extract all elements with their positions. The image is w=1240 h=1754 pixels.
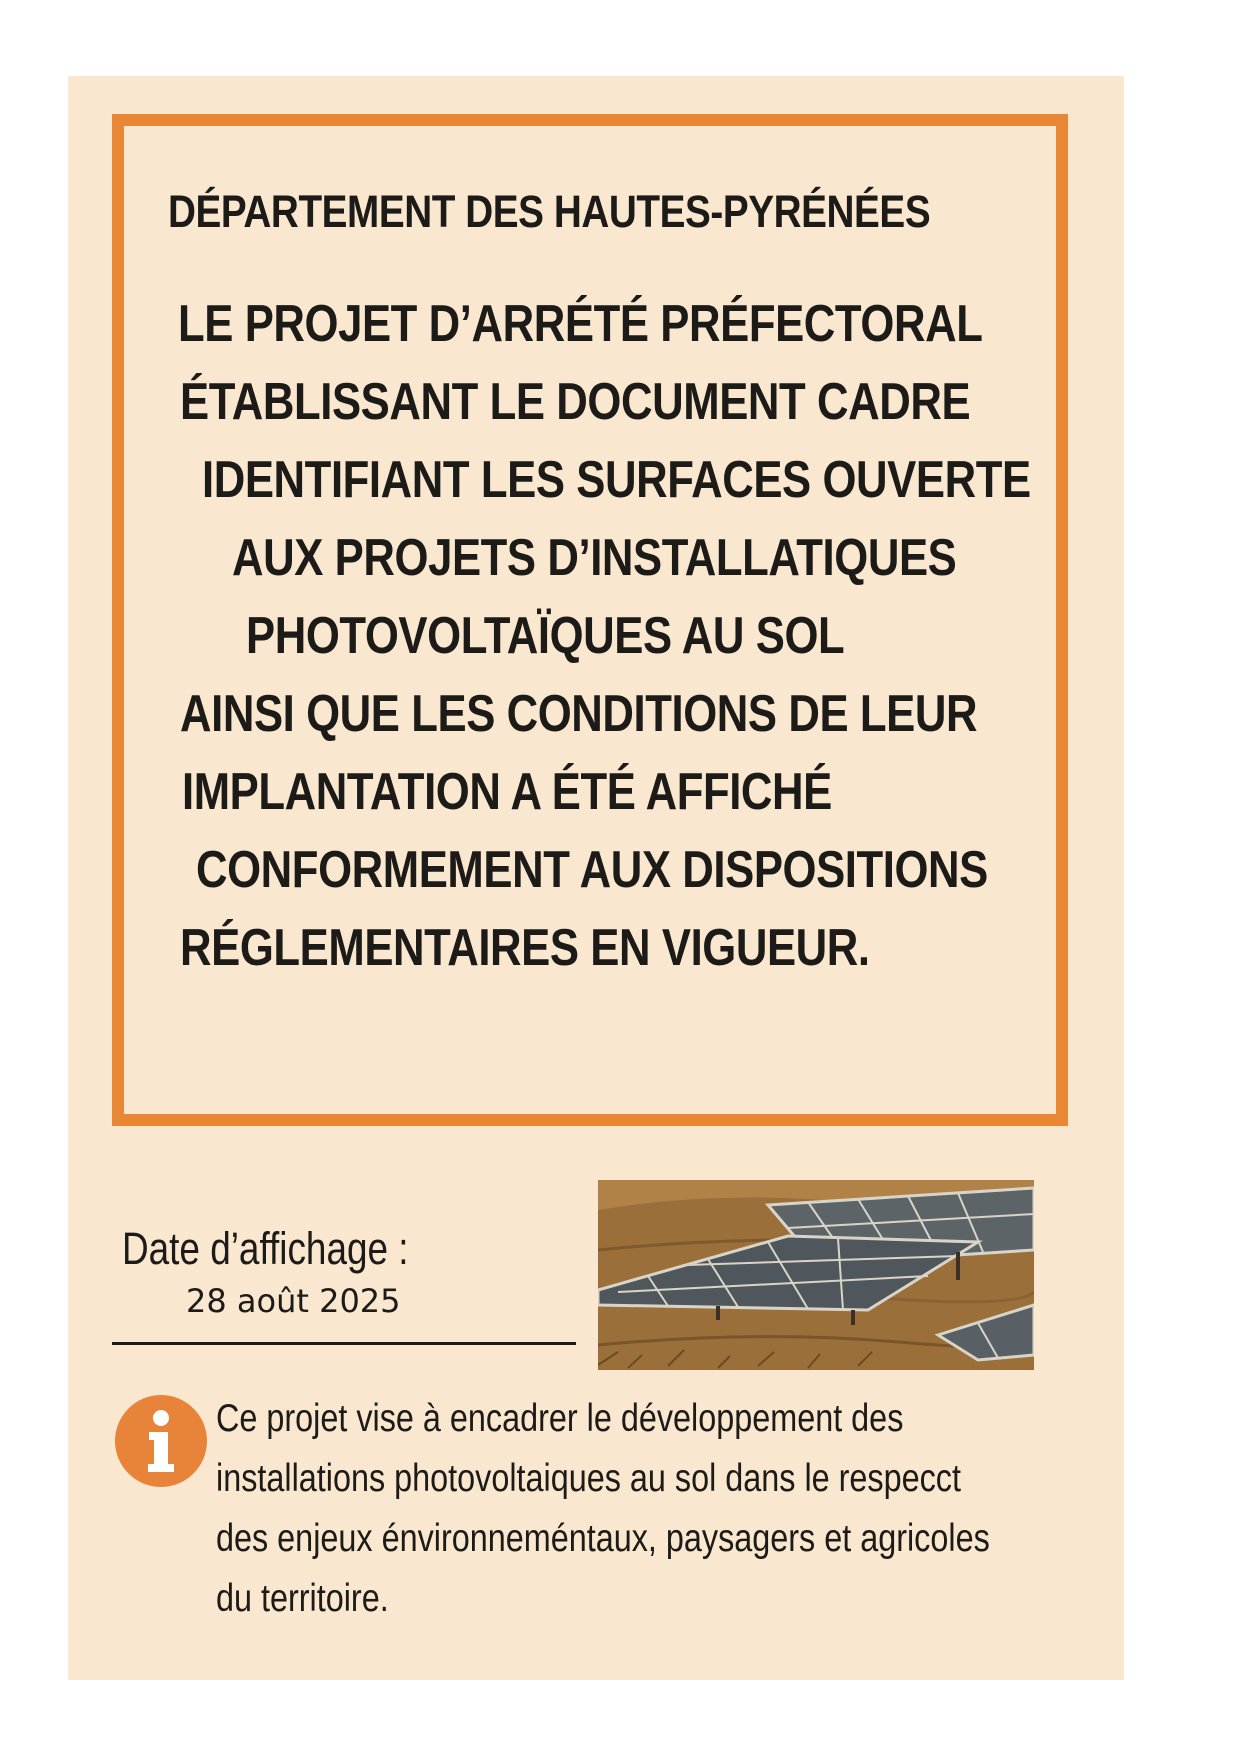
notice-line: ÉTABLISSANT LE DOCUMENT CADRE xyxy=(180,373,971,431)
info-line: du territoire. xyxy=(216,1577,389,1620)
notice-line: LE PROJET D’ARRÉTÉ PRÉFECTORAL xyxy=(178,295,983,353)
info-line: des enjeux énvironneméntaux, paysagers et agricoles xyxy=(216,1517,990,1560)
notice-line: PHOTOVOLTAÏQUES AU SOL xyxy=(246,607,845,665)
notice-line: IMPLANTATION A ÉTÉ AFFICHÉ xyxy=(182,763,832,821)
notice-line: AINSI QUE LES CONDITIONS DE LEUR xyxy=(180,685,978,743)
info-line: installations photovoltaiques au sol dans le respecct xyxy=(216,1457,961,1500)
notice-line: IDENTIFIANT LES SURFACES OUVERTE xyxy=(202,451,1031,509)
department-title: DÉPARTEMENT DES HAUTES-PYRÉNÉES xyxy=(168,186,931,237)
date-underline xyxy=(112,1342,576,1345)
notice-line: CONFORMEMENT AUX DISPOSITIONS xyxy=(196,841,988,899)
notice-line: AUX PROJETS D’INSTALLATIQUES xyxy=(232,529,957,587)
info-line: Ce projet vise à encadrer le développement des xyxy=(216,1397,904,1440)
notice-line: RÉGLEMENTAIRES EN VIGUEUR. xyxy=(180,919,870,977)
info-paragraph xyxy=(216,1389,1046,1629)
posting-date-value: 28 août 2025 xyxy=(186,1282,401,1320)
info-icon xyxy=(114,1394,208,1488)
notice-poster xyxy=(68,76,1124,1680)
solar-panels-illustration xyxy=(598,1180,1034,1370)
posting-date-label: Date d’affichage : xyxy=(122,1223,409,1274)
